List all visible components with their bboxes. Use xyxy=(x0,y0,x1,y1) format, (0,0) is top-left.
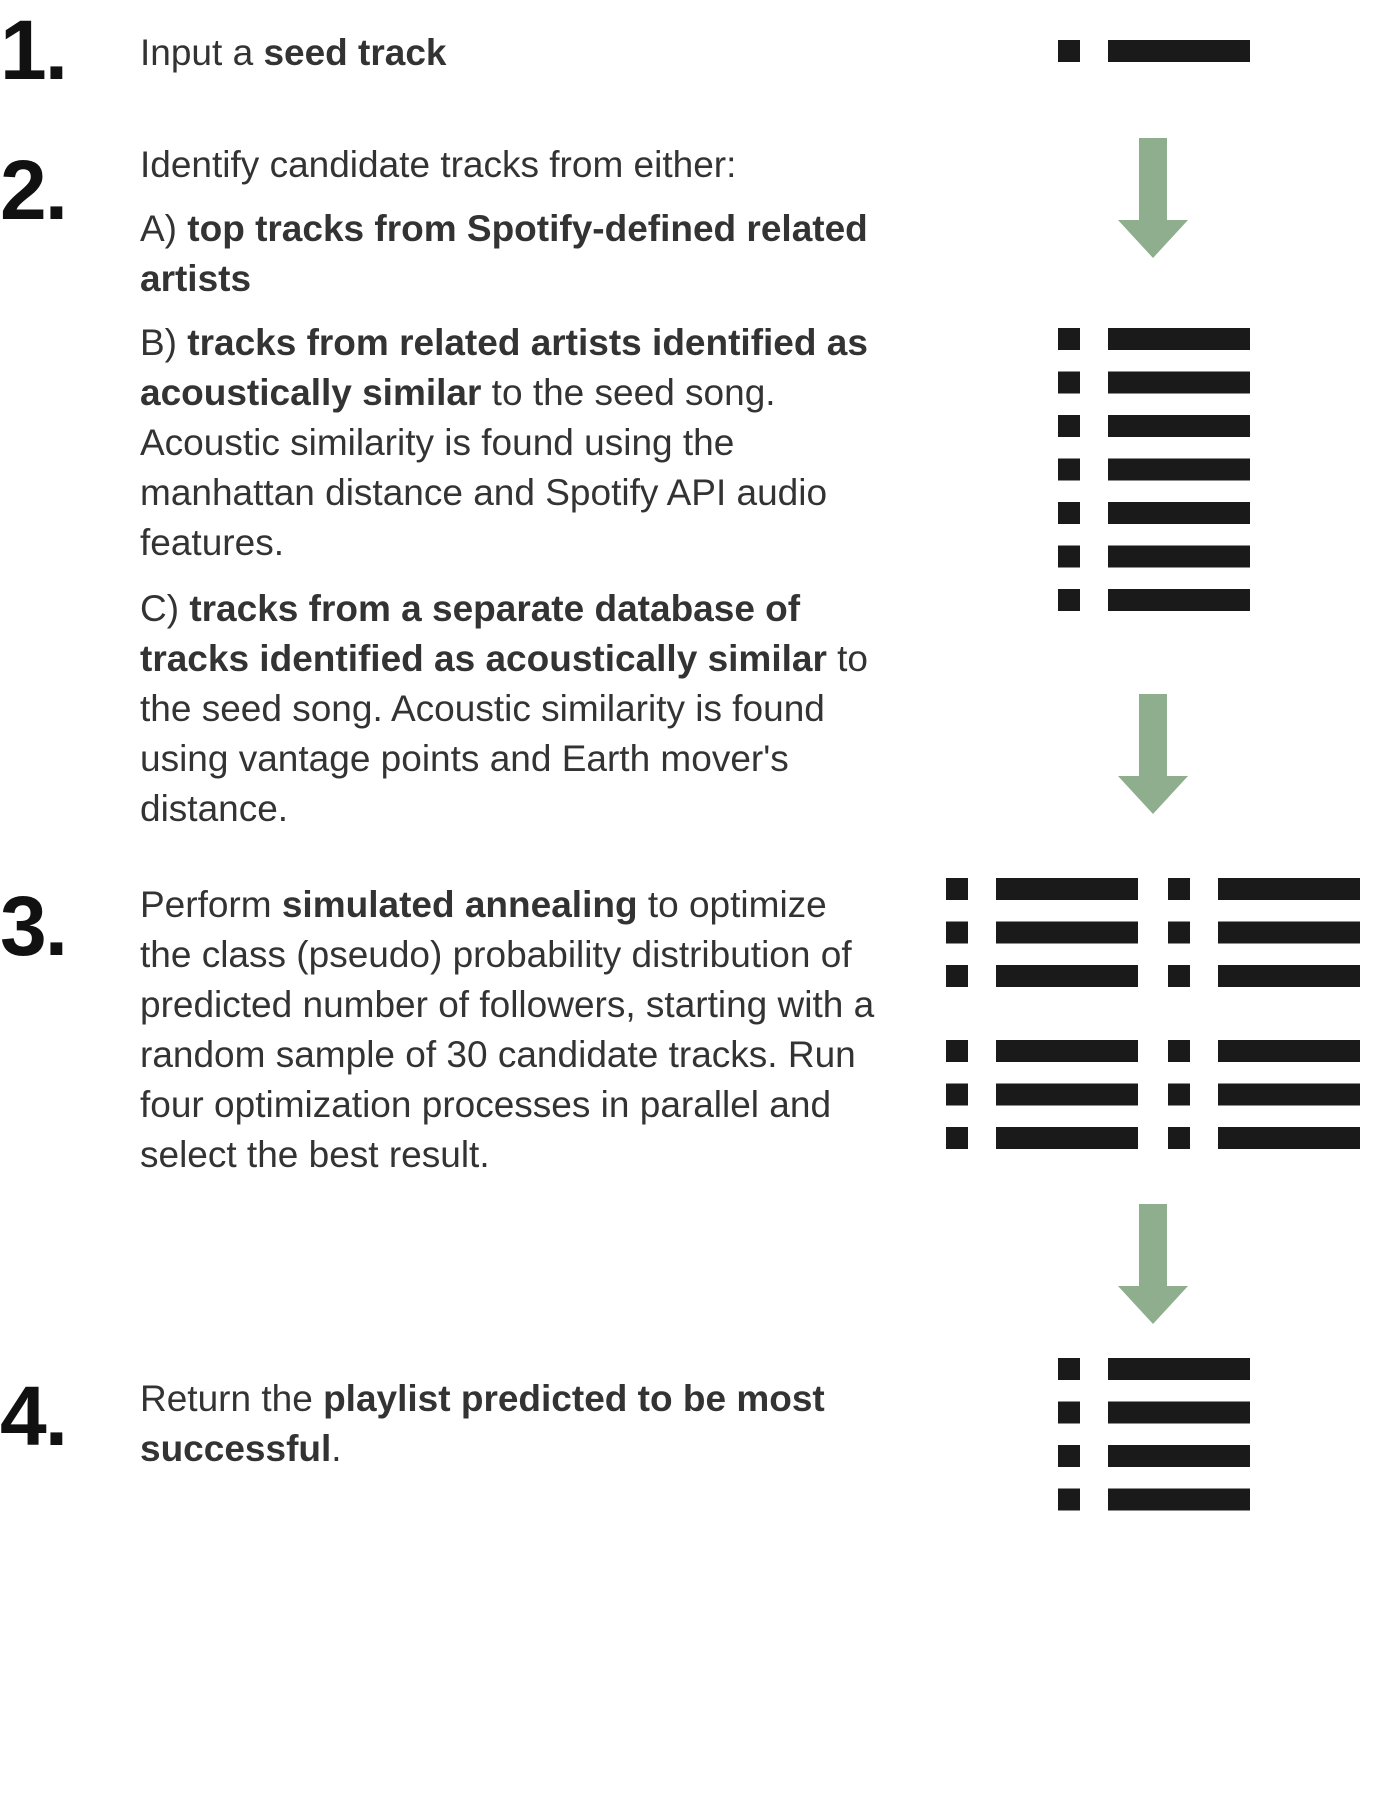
text-run: to optimize the class (pseudo) probability distribution of predicted number of followers, starting with a random sample of 30 candidate tracks. Run four optimization processes in parallel and select the best result. xyxy=(140,884,875,1175)
parallel-list-1-group-1-row-2-bullet xyxy=(946,922,968,944)
candidate-track-row-7-bar xyxy=(1108,589,1250,611)
text-run: B) xyxy=(140,322,188,363)
step-number-3: 3. xyxy=(0,879,67,973)
candidate-track-row-7-bullet xyxy=(1058,589,1080,611)
candidate-track-row-6-bar xyxy=(1108,546,1250,568)
parallel-list-1-group-2-row-3-bar xyxy=(996,1127,1138,1149)
step-number-1: 1. xyxy=(0,3,67,97)
step-number-4: 4. xyxy=(0,1369,67,1463)
parallel-list-1-group-1-row-1-bullet xyxy=(946,878,968,900)
candidate-track-row-5-bar xyxy=(1108,502,1250,524)
parallel-list-2-group-1-row-2-bullet xyxy=(1168,922,1190,944)
parallel-list-1-group-1-row-1-bar xyxy=(996,878,1138,900)
final-playlist-row-3-bullet xyxy=(1058,1445,1080,1467)
step-number-2: 2. xyxy=(0,143,67,237)
parallel-list-2-group-2-row-3-bullet xyxy=(1168,1127,1190,1149)
parallel-list-1-group-2-row-3-bullet xyxy=(946,1127,968,1149)
bold-text-run: playlist predicted to be most successful xyxy=(140,1378,825,1469)
candidate-track-row-2-bullet xyxy=(1058,372,1080,394)
text-run: Return the xyxy=(140,1378,324,1419)
seed-track-row-bullet xyxy=(1058,40,1080,62)
final-playlist-row-2-bar xyxy=(1108,1402,1250,1424)
parallel-list-2-group-2-row-1-bar xyxy=(1218,1040,1360,1062)
parallel-list-2-group-1-row-2-bar xyxy=(1218,922,1360,944)
bold-text-run: seed track xyxy=(263,32,447,73)
text-run: to the seed song. Acoustic similarity is found using vantage points and Earth mover's distance. xyxy=(140,638,869,829)
parallel-list-2-group-2-row-3-bar xyxy=(1218,1127,1360,1149)
final-playlist-row-1-bar xyxy=(1108,1358,1250,1380)
candidate-track-row-3-bar xyxy=(1108,415,1250,437)
candidate-track-row-1-bar xyxy=(1108,328,1250,350)
bold-text-run: top tracks from Spotify-defined related artists xyxy=(140,208,868,299)
parallel-list-1-group-1-row-2-bar xyxy=(996,922,1138,944)
parallel-list-2-group-1-row-1-bar xyxy=(1218,878,1360,900)
candidate-track-row-5-bullet xyxy=(1058,502,1080,524)
bold-text-run: tracks from a separate database of tracks identified as acoustically similar xyxy=(140,588,827,679)
down-arrow-2 xyxy=(1118,694,1188,814)
candidate-track-row-4-bullet xyxy=(1058,459,1080,481)
candidate-track-row-6-bullet xyxy=(1058,546,1080,568)
final-playlist-row-2-bullet xyxy=(1058,1402,1080,1424)
candidate-track-row-4-bar xyxy=(1108,459,1250,481)
candidate-track-row-3-bullet xyxy=(1058,415,1080,437)
text-run: to the seed song. Acoustic similarity is found using the manhattan distance and Spotify API audio features. xyxy=(140,372,828,563)
parallel-list-2-group-1-row-3-bar xyxy=(1218,965,1360,987)
text-run: Identify candidate tracks from either: xyxy=(140,144,737,185)
final-playlist-row-4-bullet xyxy=(1058,1489,1080,1511)
bold-text-run: tracks from related artists identified as acoustically similar xyxy=(140,322,868,413)
text-run: Perform xyxy=(140,884,282,925)
parallel-list-1-group-2-row-2-bullet xyxy=(946,1084,968,1106)
parallel-list-2-group-2-row-2-bar xyxy=(1218,1084,1360,1106)
parallel-list-2-group-2-row-2-bullet xyxy=(1168,1084,1190,1106)
final-playlist-row-4-bar xyxy=(1108,1489,1250,1511)
candidate-track-row-2-bar xyxy=(1108,372,1250,394)
parallel-list-1-group-1-row-3-bar xyxy=(996,965,1138,987)
parallel-list-2-group-2-row-1-bullet xyxy=(1168,1040,1190,1062)
parallel-list-1-group-2-row-2-bar xyxy=(996,1084,1138,1106)
parallel-list-1-group-2-row-1-bar xyxy=(996,1040,1138,1062)
final-playlist-row-1-bullet xyxy=(1058,1358,1080,1380)
seed-track-row-bar xyxy=(1108,40,1250,62)
parallel-list-2-group-1-row-3-bullet xyxy=(1168,965,1190,987)
text-run: . xyxy=(331,1428,342,1469)
final-playlist-row-3-bar xyxy=(1108,1445,1250,1467)
text-run: A) xyxy=(140,208,188,249)
text-run: Input a xyxy=(140,32,264,73)
down-arrow-1 xyxy=(1118,138,1188,258)
down-arrow-3 xyxy=(1118,1204,1188,1324)
parallel-list-1-group-2-row-1-bullet xyxy=(946,1040,968,1062)
parallel-list-2-group-1-row-1-bullet xyxy=(1168,878,1190,900)
bold-text-run: simulated annealing xyxy=(281,884,638,925)
text-run: C) xyxy=(140,588,190,629)
candidate-track-row-1-bullet xyxy=(1058,328,1080,350)
parallel-list-1-group-1-row-3-bullet xyxy=(946,965,968,987)
